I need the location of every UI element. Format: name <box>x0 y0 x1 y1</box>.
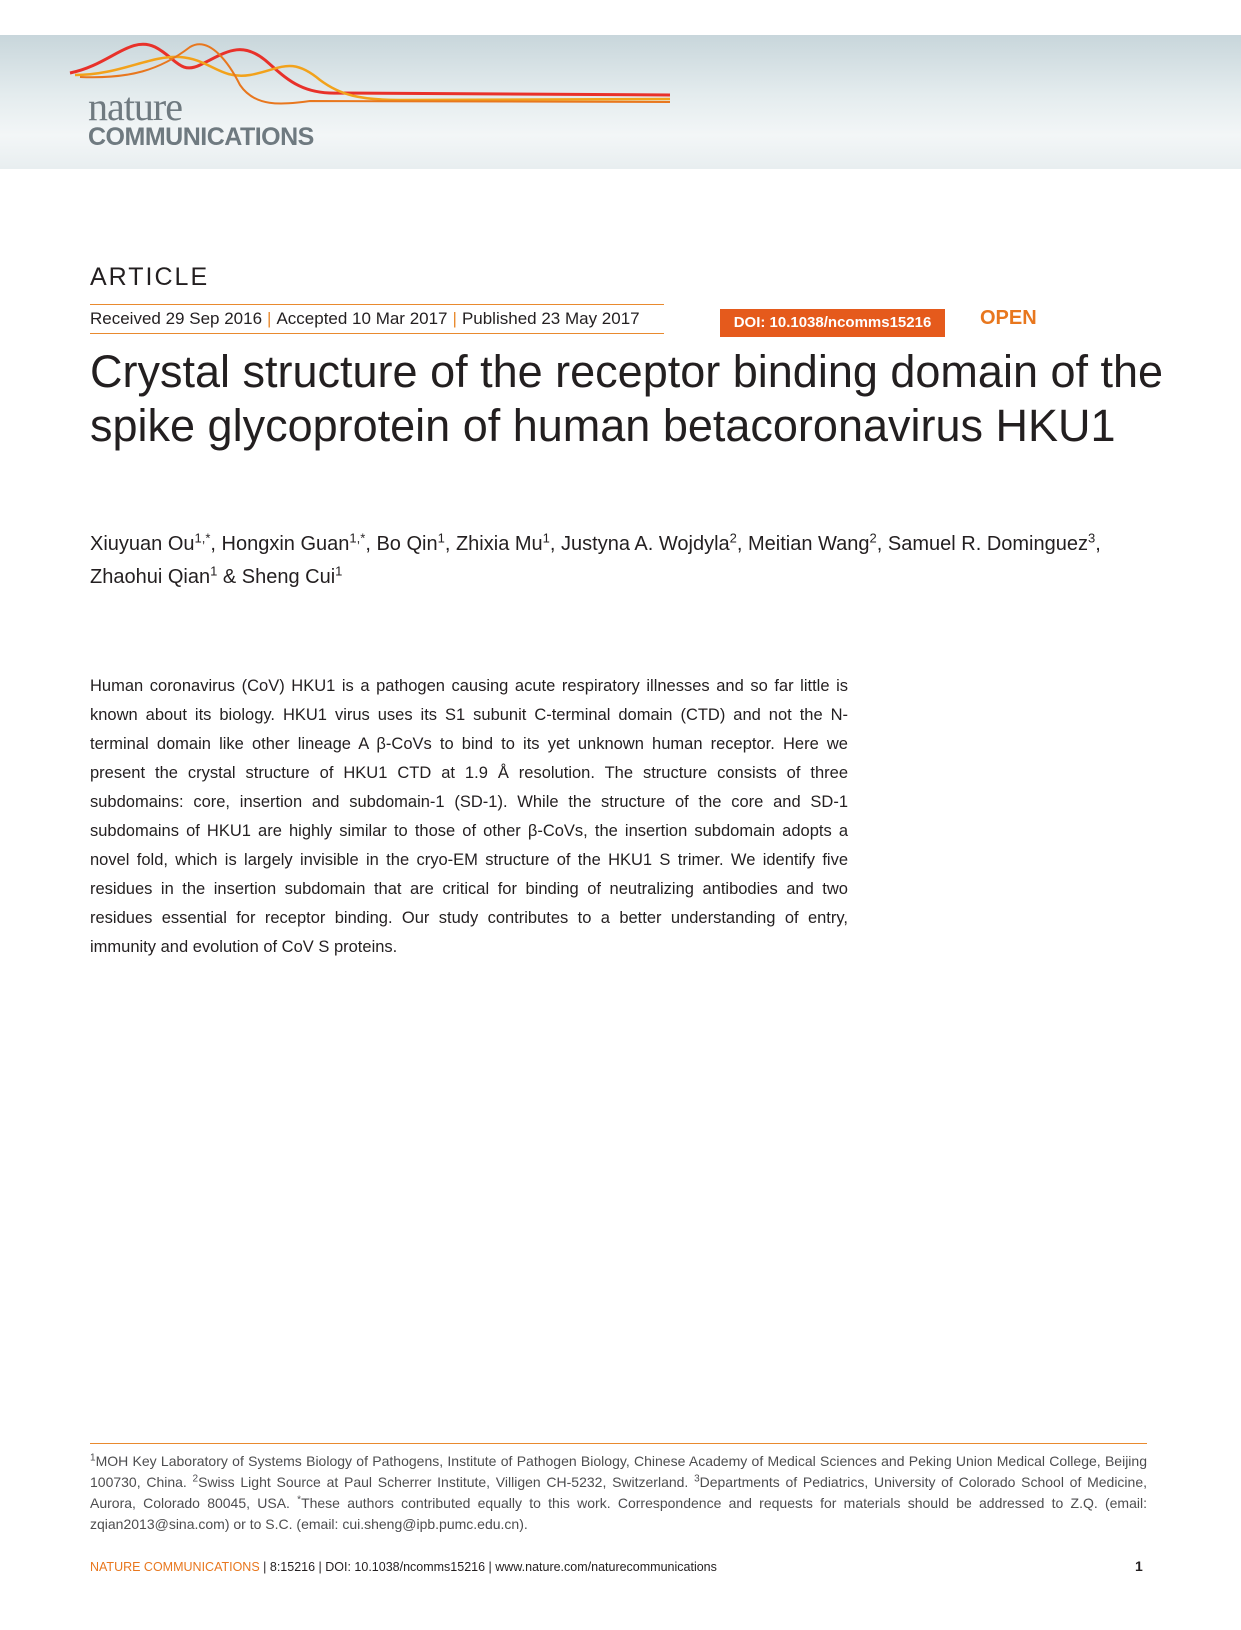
author-name: Bo Qin <box>376 533 438 555</box>
footnote-marker: 2 <box>192 1473 199 1485</box>
date-separator: | <box>452 309 457 328</box>
author-affiliation-marker: 2 <box>729 530 737 546</box>
footnote-text: Swiss Light Source at Paul Scherrer Institute, Villigen CH-5232, Switzerland. <box>198 1474 695 1490</box>
author-name: Zhixia Mu <box>455 533 543 555</box>
page-footer <box>90 1560 717 1574</box>
author-separator: , <box>736 533 748 555</box>
logo-nature: nature <box>88 84 182 129</box>
footnote-marker: 1 <box>90 1452 96 1464</box>
author-affiliation-marker: 1,* <box>349 530 366 546</box>
author-list <box>90 528 1170 594</box>
article-title: Crystal structure of the receptor binding domain of the spike glycoprotein of human betacoronavirus HKU1 <box>90 346 1164 451</box>
author-separator: , <box>210 533 222 555</box>
author-affiliation-marker: 2 <box>869 530 877 546</box>
author-name: Meitian Wang <box>748 533 870 555</box>
dates-bottom-rule <box>90 333 664 334</box>
author-affiliation-marker: 1 <box>437 530 445 546</box>
author-affiliation-marker: 3 <box>1088 530 1096 546</box>
abstract: Human coronavirus (CoV) HKU1 is a pathogen causing acute respiratory illnesses and so far little is known about its biology. HKU1 virus uses its S1 subunit C-terminal domain (CTD) and not the N-terminal domain like other lineage A β-CoVs to bind to its yet unknown human receptor. Here we present the crystal structure of HKU1 CTD at 1.9 Å resolution. The structure consists of three subdomains: core, insertion and subdomain-1 (SD-1). While the structure of the core and SD-1 subdomains of HKU1 are highly similar to those of other β-CoVs, the insertion subdomain adopts a novel fold, which is largely invisible in the cryo-EM structure of the HKU1 S trimer. We identify five residues in the insertion subdomain that are critical for binding of neutralizing antibodies and two residues essential for receptor binding. Our study contributes to a better understanding of entry, immunity and evolution of CoV S proteins. <box>90 677 848 956</box>
author-affiliation-marker: 1 <box>210 563 218 579</box>
publication-dates <box>90 309 640 329</box>
received-date: Received 29 Sep 2016 <box>90 309 263 328</box>
author-separator: , <box>549 533 562 555</box>
journal-banner <box>0 35 1241 169</box>
author-separator: & <box>217 566 242 588</box>
author-name: Justyna A. Wojdyla <box>561 533 730 555</box>
author-name: Hongxin Guan <box>221 533 350 555</box>
logo-communications: COMMUNICATIONS <box>88 123 314 151</box>
author-separator: , <box>365 533 377 555</box>
date-separator: | <box>267 309 272 328</box>
author-separator: , <box>1095 533 1101 555</box>
author-name: Xiuyuan Ou <box>90 533 195 555</box>
open-access-label: OPEN <box>980 307 1037 329</box>
author-name: Samuel R. Dominguez <box>887 533 1088 555</box>
footnote-marker: 3 <box>694 1473 700 1485</box>
doi-badge[interactable]: DOI: 10.1038/ncomms15216 <box>720 309 945 337</box>
footnote-text: These authors contributed equally to this work. Correspondence and requests for materials should be addressed to Z.Q. (email: zqian2013@sina.com) or to S.C. (email: cui.sheng@ipb.pumc.edu.cn). <box>90 1495 1147 1532</box>
author-affiliation-marker: 1 <box>542 530 550 546</box>
footnote-rule <box>90 1443 1147 1444</box>
footnote-text: MOH Key Laboratory of Systems Biology of Pathogens, Institute of Pathogen Biology, Chinese Academy of Medical Sciences and Peking Union Medical College, Beijing 100730, China. <box>90 1453 1147 1490</box>
author-affiliation-marker: 1 <box>335 563 343 579</box>
page-number: 1 <box>1135 1558 1143 1574</box>
published-date: Published 23 May 2017 <box>461 309 640 328</box>
accepted-date: Accepted 10 Mar 2017 <box>276 309 448 328</box>
author-separator: , <box>876 533 888 555</box>
author-separator: , <box>444 533 456 555</box>
footnote-marker: * <box>297 1494 302 1506</box>
footer-citation[interactable]: | 8:15216 | DOI: 10.1038/ncomms15216 | www.nature.com/naturecommunications <box>259 1560 717 1574</box>
author-name: Sheng Cui <box>241 566 336 588</box>
affiliations-footnote <box>90 1451 1147 1535</box>
article-type-label: ARTICLE <box>90 263 210 291</box>
footnote-text: Departments of Pediatrics, University of Colorado School of Medicine, Aurora, Colorado 80045, USA. <box>90 1474 1148 1511</box>
dates-top-rule <box>90 304 664 305</box>
author-affiliation-marker: 1,* <box>194 530 211 546</box>
author-name: Zhaohui Qian <box>90 566 211 588</box>
footer-journal-name: NATURE COMMUNICATIONS <box>90 1560 260 1574</box>
